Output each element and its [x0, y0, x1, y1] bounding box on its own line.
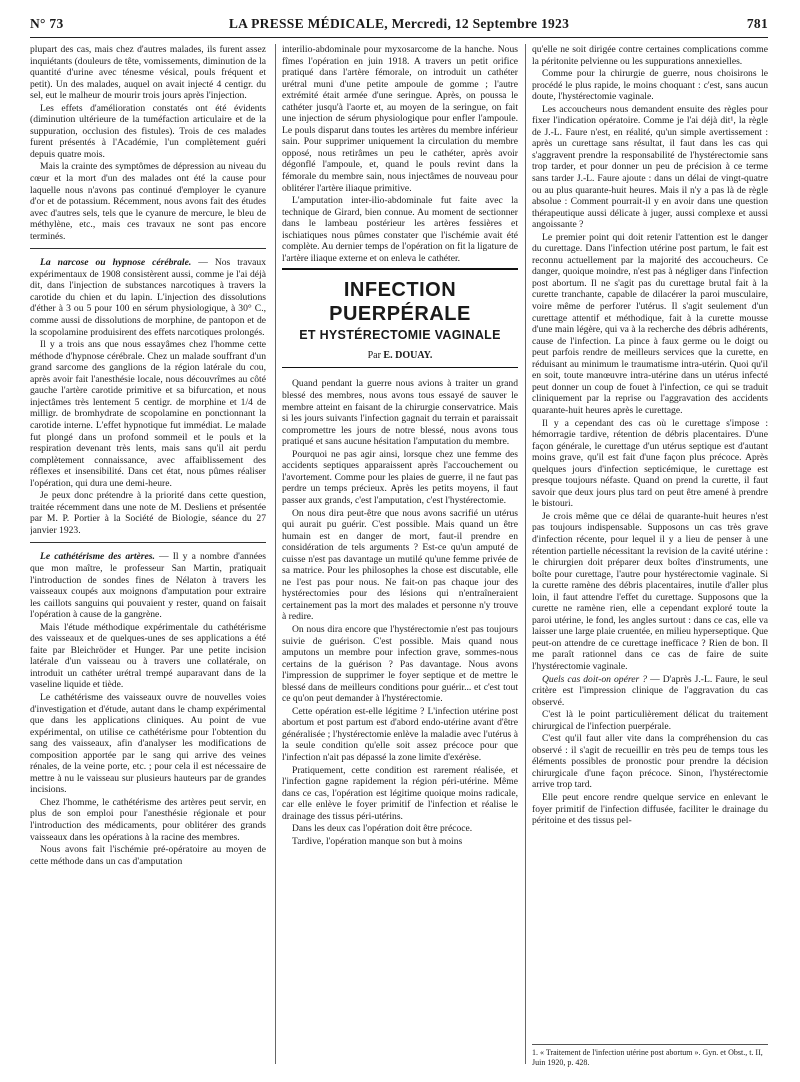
paragraph: Le cathétérisme des vaisseaux ouvre de nouvelles voies d'investigation et d'étude, autant dans le champ expérimental que dans les applications cliniques. Au point de vue expérimental, on utilise ce cathétérisme pour l'obtention du sang des vaisseaux, afin d'analyser les modifications de composition apportée par le sang qui arrive des veines rénales, de la veine porte, etc. ; pour cela il est nécessaire de mettre à nu le vaisseau sur plusieurs hauteurs par de grandes incisions. — [30, 691, 266, 796]
paragraph-text: — D'après J.-L. Faure, le seul critère est l'impression clinique de l'aggravation du cas observé. — [532, 673, 768, 708]
paragraph: interilio-abdominale pour myxosarcome de la hanche. Nous fîmes l'opération en juin 1918. A travers un petit orifice pratiqué dans l'artère fémorale, on introduit un cathéter urétral muni d'une petite ampoule de gomme ; l'autre extrémité était armée d'une seringue. Après, on poussa le cathéter jusqu'à l'aorte et, au moyen de la seringue, on fait une injection de sérum physiologique pour enfler l'ampoule. Le pouls disparut dans toutes les artères du membre inférieur sain. Pour supprimer uniquement la circulation du membre opposé, nous retirâmes un peu le cathéter, après avoir dégonflé l'ampoule, et, quand le pouls revint dans la fémorale du membre sain, nous injectâmes de nouveau pour oblitérer l'artère iliaque primitive. — [282, 44, 518, 194]
paragraph: Quand pendant la guerre nous avions à traiter un grand blessé des membres, nous avons tous essayé de sauver le membre atteint en faisant de la chirurgie conservatrice. Mais si les jours suivants l'infection gagnait du terrain et paraissait compromettre les jours de notre blessé, nous avons tous pratiqué et sans aucune hésitation l'amputation du membre. — [282, 378, 518, 448]
paragraph — [532, 674, 768, 709]
issue-number: N° 73 — [30, 16, 64, 31]
page-header — [30, 14, 768, 36]
paragraph: Il y a cependant des cas où le curettage s'impose : hémorragie tardive, rétention de débris placentaires. D'une façon générale, le curettage d'un utérus septique est d'autant moins grave, qu'il est fait d'une façon plus précoce. Après quelques jours d'infection septicémique, le curettage est presque toujours néfaste. Quand on prend la curette, il faut savoir que deux jours plus tard on peut être amené à prendre le bistouri. — [532, 417, 768, 510]
column-divider — [525, 44, 526, 1064]
paragraph-text: — Il y a nombre d'années que mon maître, le professeur San Martin, pratiquait l'introduction de sondes fines de Nélaton à travers les vaisseaux coupés aux moignons d'amputation pour extraire les caillots sanguins qui pouvaient y rester, quand on faisait l'opération à cause de la gangrène. — [30, 551, 266, 621]
paragraph: Je peux donc prétendre à la priorité dans cette question, traitée récemment dans une note de M. Desliens et présentée par M. P. Portier à la Société de Biologie, séance du 27 janvier 1923. — [30, 490, 266, 536]
section-separator — [30, 248, 266, 249]
paragraph: On nous dira encore que l'hystérectomie n'est pas toujours suivie de guérison. C'est possible. Mais quand nous amputons un membre pour infection grave, sommes-nous certains de la guérison ? Pas davantage. Nous avons l'impression de supprimer le foyer septique et de mettre le blessé dans de meilleurs conditions pour guérir... et c'est tout ce qu'on peut demander à l'hystérectomie. — [282, 623, 518, 705]
article-title-block — [282, 268, 518, 368]
paragraph: Mais la crainte des symptômes de dépression au niveau du cœur et la mort d'un des malades ont été la cause pour laquelle nous n'avons pas continué d'employer le cyanure d'or et de potassium. Récemment, nous avons fait des études avec d'autres sels, tels que le cyanure de mercure, le bleu de méthylène, etc., mais ces travaux ne sont pas encore terminés. — [30, 161, 266, 242]
journal-title: LA PRESSE MÉDICALE, Mercredi, 12 Septembre 1923 — [228, 16, 570, 31]
page-number: 781 — [746, 16, 768, 31]
paragraph: qu'elle ne soit dirigée contre certaines complications comme la péritonite pelvienne ou les suppurations annexielles. — [532, 44, 768, 67]
paragraph: Pourquoi ne pas agir ainsi, lorsque chez une femme des accidents septiques apparaissent après l'accouchement ou l'avortement. Comme pour les plaies de guerre, il ne faut pas perdre un temps précieux. Après les petits moyens, il faut passer aux grands, c'est l'amputation, c'est l'hystérectomie. — [282, 448, 518, 506]
paragraph: Les effets d'amélioration constatés ont été évidents (diminution ultérieure de la tuméfaction articulaire et de la suppuration, occlusion des fistules). Trois de ces malades furent présentés à l'Académie, l'un complètement guéri depuis quatre mois. — [30, 102, 266, 160]
paragraph: On nous dira peut-être que nous avons sacrifié un utérus qui aurait pu guérir. C'est possible. Mais quand un être humain est en danger de mort, faut-il prendre en considération de tels arguments ? Est-ce qu'un amputé de cuisse n'est pas davantage un mutilé qu'une femme privée de sa matrice. Pour les philosophes la chose est discutable, elle ne l'est pas pour nous. Ne fait-on pas chaque jour des hystérectomies pour des lésions qui n'entraîneraient certainement pas la mort des malades et personne n'y trouve à redire. — [282, 507, 518, 623]
question-label: Quels cas doit-on opérer ? — [542, 673, 648, 685]
article-subtitle: ET HYSTÉRECTOMIE VAGINALE — [299, 328, 501, 343]
paragraph: Chez l'homme, le cathétérisme des artères peut servir, en plus de son emploi pour l'anesthésie régionale et pour l'introduction des médicaments, pour oblitérer des grands vaisseaux dans les opérations à la racine des membres. — [30, 796, 266, 843]
paragraph — [30, 551, 266, 620]
paragraph: Dans les deux cas l'opération doit être précoce. — [292, 823, 473, 835]
paragraph: Cette opération est-elle légitime ? L'infection utérine post abortum et post partum est d'abord endo-utérine avant d'être généralisée ; l'hystérectomie enlève la maladie avec l'utérus à la seule condition qu'elle soit assez précoce pour que l'infection n'ait pas dépassé la zone limite d'exérèse. — [282, 705, 518, 763]
paragraph: Tardive, l'opération manque son but à moins — [292, 835, 463, 847]
paragraph: Pratiquement, cette condition est rarement réalisée, et l'infection gagne rapidement la région péri-utérine. Même dans ce cas, l'opération est légitime quoique moins radicale, car elle enlève le foyer primitif de l'infection et réalise le drainage des tissus péri-utérins. — [282, 764, 518, 822]
article-title: INFECTION PUERPÉRALE — [329, 279, 471, 326]
section-title-narcose: La narcose ou hypnose cérébrale. — [40, 257, 192, 269]
paragraph: C'est qu'il faut aller vite dans la compréhension du cas observé : il s'agit de recueillir en très peu de temps tous les éléments possibles de pronostic pour prendre la décision chirurgicale d'une façon précoce. Sinon, l'hystérectomie arrive trop tard. — [532, 733, 768, 791]
paragraph: C'est là le point particulièrement délicat du traitement chirurgical de l'infection puerpérale. — [532, 709, 768, 732]
paragraph: plupart des cas, mais chez d'autres malades, ils furent assez inquiétants (douleurs de tête, vomissements, diminution de la quantité d'urine avec ténesme vésical, pouls fréquent et petit). Un des malades, auquel on avait injecté 4 centigr. du sel, eut le malheur de mourir trois jours après l'injection. — [30, 44, 266, 102]
paragraph: L'amputation inter-ilio-abdominale fut faite avec la technique de Girard, bien connue. Au moment de sectionner dans le lambeau postérieur les artères fessières et ischiatiques nous pûmes constater que l'ischémie avait été complète. Au dernier temps de l'opération on fit la ligature de l'artère iliaque externe et on enleva le cathéter. — [282, 195, 518, 264]
paragraph — [30, 257, 266, 338]
paragraph: Elle peut encore rendre quelque service en enlevant le foyer primitif de l'infection diffusée, faciliter le drainage du péritoine et des tissus pel- — [532, 792, 768, 827]
paragraph-text: — Nos travaux expérimentaux de 1908 consistèrent aussi, comme je l'ai déjà dit, dans l'injection de substances narcotiques à travers la carotide du chien et du lapin. L'injection des dissolutions d'éther à 3 ou 5 pour 100 en sérum physiologique, à 30° C., comme aussi de dissolutions de morphine, de pantopon et de la scopolamine produisirent des effets narcotiques prolongés. — [30, 257, 266, 338]
paragraph: Comme pour la chirurgie de guerre, nous choisirons le procédé le plus rapide, le moins choquant : c'est, sans aucun doute, l'hystérectomie vaginale. — [532, 68, 768, 103]
article-author — [282, 350, 518, 362]
paragraph: Le premier point qui doit retenir l'attention est le danger du curettage. Dans l'infection utérine post partum, le fait est reconnu actuellement par la majorité des accoucheurs. Ce danger, quoique moindre, n'est pas à négliger dans l'infection post abortum. Il ne s'agit pas du curettage brutal fait à la curette tranchante, capable de dilacérer la paroi musculaire, voire même de perforer l'utérus. Il s'agit seulement d'un curettage attentif et méthodique, fait à la curette mousse d'une main légère, qui va à la recherche des débris adhérents, cause de l'infection. La pince à faux germe ou le doigt ou peut parfois rendre de meilleurs services que la curette, en réduisant au minimum le traumatisme intra-utérin. Quoi qu'il en soit, toute manœuvre intra-utérine dans un utérus infecté peut donner un coup de fouet à l'infection, ce qui se traduit cliniquement par la reprise ou l'aggravation des accidents quarante-huit heures après le curettage. — [532, 231, 768, 416]
section-separator — [30, 542, 266, 543]
column-3 — [532, 44, 768, 1040]
paragraph: Je crois même que ce délai de quarante-huit heures n'est pas toujours indispensable. Supposons un cas très grave d'infection récente, pour lequel il y a lieu de penser à une rétention partielle nécessitant la revision de la cavité utérine : le chirurgien doit préparer deux boîtes d'instruments, une boîte pour curettage, l'autre pour hystérectomie vaginale. Si la curette ramène des débris placentaires, inutile d'aller plus loin, il faut attendre l'effet du curettage. Supposons que la curette ne ramène rien, elle a cependant exploré toute la paroi utérine, le fond, les angles surtout : dans ce cas, elle va laisser une large plaie cruentée, en milieu hyperseptique. Que peut-on attendre de ce curettage inefficace ? Rien de bon. Il me paraît rationnel dans ce cas de faire de suite l'hystérectomie vaginale. — [532, 510, 768, 672]
paragraph: Nous avons fait l'ischémie pré-opératoire au moyen de cette méthode dans un cas d'amputation — [30, 844, 266, 867]
author-name: E. DOUAY. — [383, 349, 433, 361]
paragraph: Les accoucheurs nous demandent ensuite des règles pour fixer l'indication opératoire. Comme je l'ai déjà dit¹, la règle de J.-L. Faure n'est, en réalité, qu'un simple avertissement : après un curettage sans résultat, il faut dans les cas qui s'aggravent prendre la responsabilité de l'hystérectomie sans trop tarder, et pour donner un peu de précision à ce terme sans tarder J.-L. Faure ajoute : dans un délai de vingt-quatre ou au plus quarante-huit heures. Mais il n'y a pas là de règle absolue : Comment pourrait-il y en avoir dans une question thérapeutique aussi délicate à juger, aussi complexe et aussi angoissante ? — [532, 103, 768, 231]
paragraph: Mais l'étude méthodique expérimentale du cathétérisme des vaisseaux et de quelques-unes de ses applications a été faite par Bleichröder et Hunger. Par une petite incision latérale d'un vaisseau ou à travers une collatérale, on introduit un cathéter urétral trempé auparavant dans de la vaseline liquide et tiède. — [30, 621, 266, 691]
column-2 — [282, 44, 518, 1064]
section-title-catheterisme: Le cathétérisme des artères. — [40, 551, 155, 563]
footnote: 1. « Traitement de l'infection utérine post abortum ». Gyn. et Obst., t. II, Juin 1920, p. 428. — [532, 1044, 768, 1068]
column-divider — [275, 44, 276, 1064]
author-prefix: Par — [367, 349, 381, 361]
column-1 — [30, 44, 266, 1064]
paragraph: Il y a trois ans que nous essayâmes chez l'homme cette méthode d'hypnose cérébrale. Chez un malade souffrant d'un grand sarcome des ganglions de la région latérale du cou, après avoir fait l'anesthésie locale, nous découvrîmes au côté gauche l'artère carotide primitive et sa bifurcation, et nous injectâmes très lentement 5 centigr. de morphine et 1/4 de milligr. de bromhydrate de scopolamine en ponctionnant la carotide interne. L'effet hypnotique fut immédiat. Le malade fut plongé dans un profond sommeil et le pouls et la respiration devenant très lents, mais sans qu'il ait perdu complètement connaissance, avec affaiblissement des réflexes et insensibilité. Dans cet état, nous pûmes réaliser l'opération, qui dura une demi-heure. — [30, 339, 266, 489]
header-rule — [30, 37, 768, 38]
